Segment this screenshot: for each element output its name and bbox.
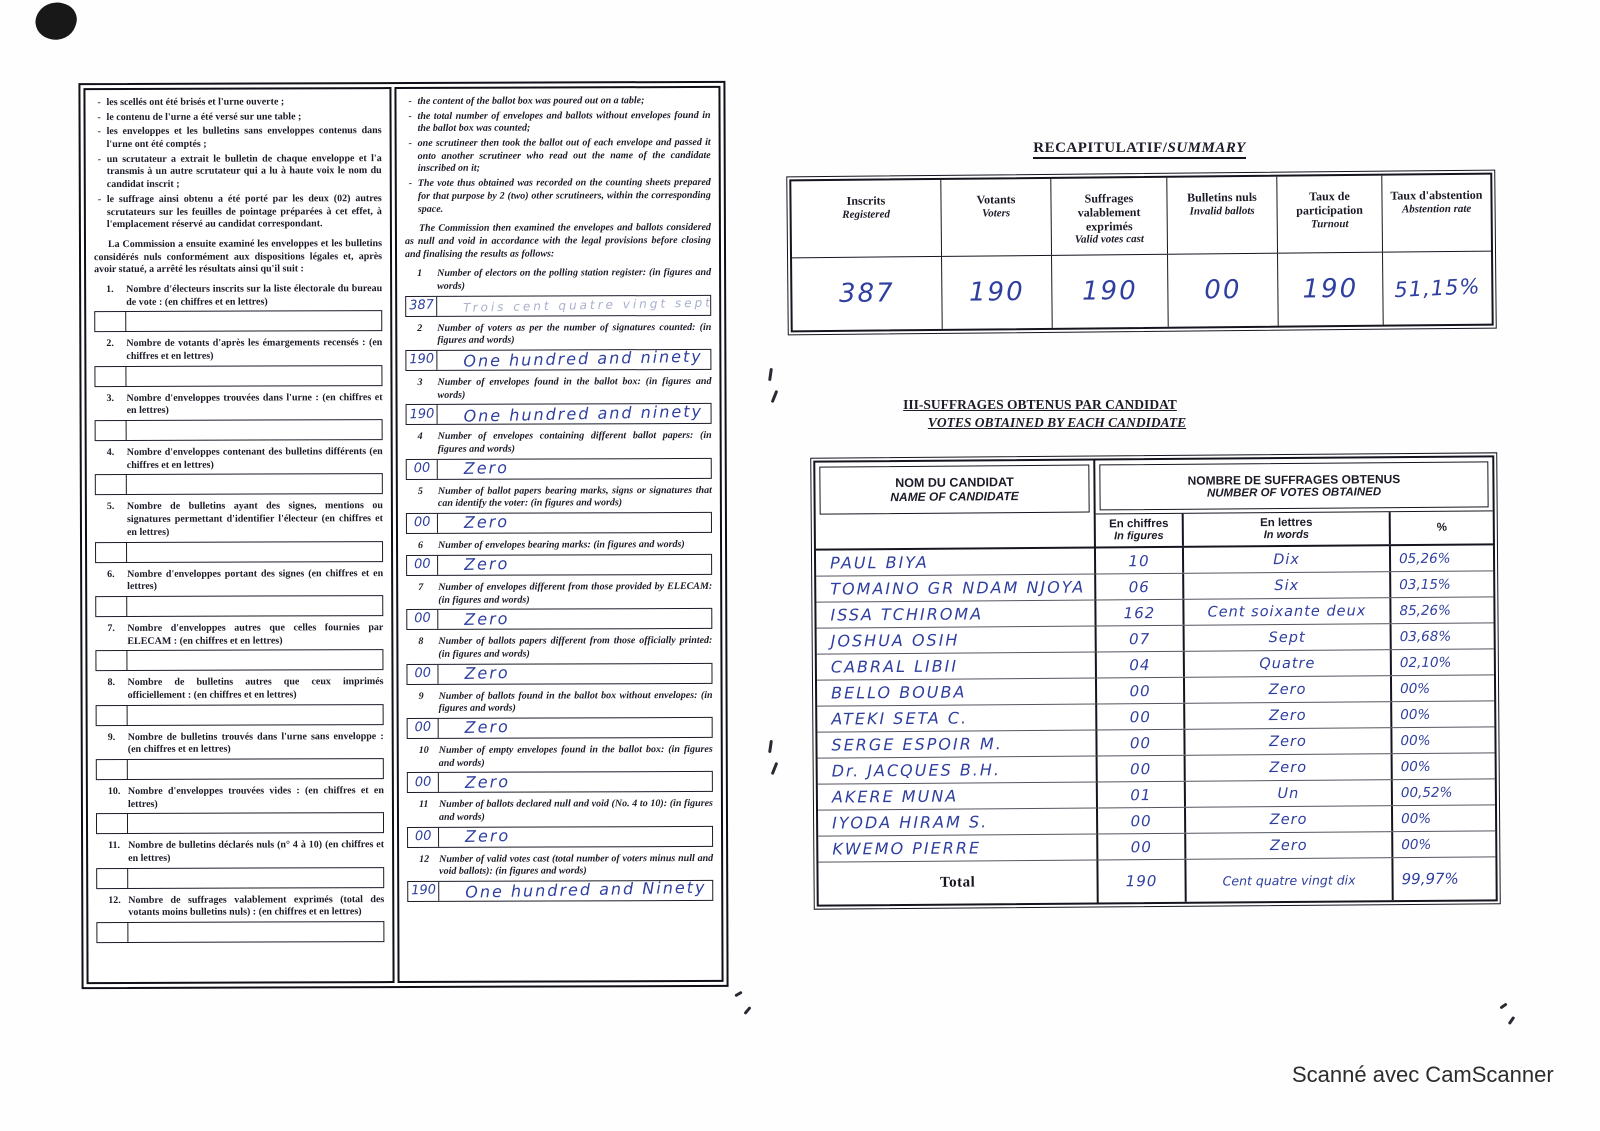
handwritten-summary-value: 190 [942, 256, 1053, 329]
words-cell[interactable] [437, 346, 710, 371]
figures-cell[interactable] [96, 597, 127, 616]
item-number: 8 [418, 636, 424, 648]
answer-box[interactable] [96, 812, 384, 834]
english-bullet-list [404, 95, 710, 216]
figures-cell[interactable] [408, 773, 439, 792]
item-label: Number of ballot papers bearing marks, signs or signatures that can identify the voter: (in figures and words) [437, 484, 712, 510]
header-label-en: Abstention rate [1401, 202, 1472, 216]
handwritten-words: Zero [463, 512, 510, 533]
figures-cell[interactable] [96, 475, 127, 494]
handwritten-words: One hundred and Ninety [465, 878, 707, 903]
item-number: 12. [108, 894, 121, 906]
words-cell[interactable] [127, 475, 382, 495]
words-cell[interactable] [127, 650, 382, 670]
words-cell[interactable] [128, 922, 383, 942]
item-number: 11. [108, 840, 121, 852]
votes-section-title [778, 396, 1302, 432]
stray-pen-mark [734, 991, 742, 998]
answer-box[interactable] [96, 921, 384, 943]
votes-in-figures: 10 [1096, 548, 1184, 574]
answer-box[interactable] [406, 512, 712, 534]
answer-box[interactable] [95, 595, 383, 617]
figures-cell[interactable] [407, 556, 438, 575]
candidate-name: IYODA HIRAM S. [818, 808, 1098, 835]
english-form-item [407, 689, 713, 738]
item-number: 4. [106, 447, 115, 459]
answer-box[interactable] [94, 310, 382, 332]
figures-cell[interactable] [97, 869, 128, 888]
candidate-name: JOSHUA OSIH [817, 626, 1097, 653]
handwritten-figure: 00 [413, 665, 432, 682]
votes-title-en: VOTES OBTAINED BY EACH CANDIDATE [927, 415, 1187, 431]
handwritten-summary-value: 00 [1168, 254, 1279, 327]
handwritten-figure: 00 [413, 556, 431, 573]
candidate-name: TOMAINO GR NDAM NJOYA [816, 574, 1096, 601]
french-form-item [96, 785, 384, 834]
item-label: Number of voters as per the number of signatures counted: (in figures and words) [437, 321, 712, 347]
handwritten-figure: 190 [410, 882, 436, 899]
answer-box[interactable] [95, 541, 383, 563]
words-cell[interactable] [128, 759, 383, 779]
item-label: Nombre de suffrages valablement exprimés (total des votants moins bulletins nuls) : (en chiffres et en lettres) [128, 893, 385, 919]
figures-cell[interactable] [95, 367, 126, 386]
summary-header-cell [791, 180, 942, 257]
item-label: Nombre d'enveloppes contenant des bulletins différents (en chiffres et en lettres) [126, 446, 383, 471]
figures-cell[interactable] [406, 297, 437, 316]
total-percentage: 99,97% [1401, 869, 1459, 889]
handwritten-summary-value: 51,15% [1393, 274, 1481, 303]
votes-percentage: 03,15% [1399, 576, 1451, 593]
english-bullet: - The vote thus obtained was recorded on the counting sheets prepared for that purpose by 2 (two) other scrutineers, within the corresponding space. [409, 177, 711, 216]
french-paragraph: La Commission a ensuite examiné les enveloppes et les bulletins considérés nuls conformément aux dispositions légales et, après avoir statué, a arrêté les résultats ainsi qu'il suit : [94, 237, 383, 276]
votes-in-figures: 06 [1096, 574, 1184, 600]
words-cell[interactable] [437, 296, 713, 316]
votes-group-header-fr: NOMBRE DE SUFFRAGES OBTENUS [1187, 472, 1401, 488]
stray-pen-mark [1499, 1002, 1507, 1009]
header-label-fr: Votants [976, 192, 1016, 207]
votes-percentage: 00% [1400, 680, 1431, 697]
handwritten-summary-value: 387 [792, 257, 943, 330]
item-label: Nombre de bulletins déclarés nuls (n° 4 à 10) (en chiffres et en lettres) [128, 839, 385, 865]
item-number: 2. [106, 338, 114, 350]
summary-table [789, 173, 1493, 333]
handwritten-words: Zero [464, 717, 511, 738]
figures-cell[interactable] [96, 651, 127, 670]
item-number: 6 [418, 540, 424, 552]
french-bullet: - les scellés ont été brisés et l'urne ouverte ; [97, 96, 381, 110]
english-form-item [407, 744, 713, 793]
english-form-item [406, 485, 712, 534]
total-in-figures: 190 [1098, 860, 1186, 903]
item-number: 10 [418, 744, 429, 756]
words-cell[interactable] [438, 401, 711, 426]
item-label: Nombre de votants d'après les émargements recensés : (en chiffres et en lettres) [126, 337, 383, 362]
votes-in-words: Un [1186, 780, 1393, 807]
french-form-item [95, 446, 383, 495]
french-form-item [96, 894, 384, 943]
words-cell[interactable] [439, 827, 712, 847]
answer-box[interactable] [96, 704, 384, 726]
form-column-french [83, 87, 394, 984]
votes-in-figures: 00 [1098, 756, 1186, 782]
figures-cell[interactable] [96, 542, 127, 561]
votes-percentage: 00% [1401, 810, 1432, 827]
candidate-name: CABRAL LIBII [817, 652, 1097, 679]
answer-box[interactable] [406, 608, 712, 630]
candidate-table-header [815, 457, 1493, 550]
item-label: Nombre d'enveloppes trouvées vides : (en chiffres et en lettres) [127, 785, 384, 810]
answer-box[interactable] [96, 758, 384, 780]
answer-box[interactable] [95, 419, 383, 441]
french-form-item [94, 337, 382, 386]
votes-in-figures: 07 [1097, 626, 1185, 652]
words-cell[interactable] [438, 663, 711, 683]
votes-percentage: 00% [1400, 706, 1431, 723]
answer-box[interactable] [96, 867, 384, 889]
header-label-en: Voters [981, 207, 1011, 220]
header-label-en: Registered [842, 208, 891, 221]
votes-in-words: Dix [1184, 546, 1391, 573]
summary-header-cell [1167, 177, 1278, 254]
answer-box[interactable] [95, 474, 383, 496]
votes-in-figures: 00 [1097, 704, 1185, 730]
words-cell[interactable] [127, 420, 382, 440]
candidate-rows [816, 545, 1495, 862]
votes-in-words: Quatre [1185, 650, 1392, 677]
header-label-fr: Inscrits [846, 193, 886, 208]
handwritten-words: Zero [464, 771, 511, 792]
handwritten-figure: 00 [414, 719, 432, 736]
figures-cell[interactable] [96, 421, 127, 440]
votes-in-figures: 00 [1097, 730, 1185, 756]
item-label: Nombre d'enveloppes trouvées dans l'urne : (en chiffres et en lettres) [126, 391, 383, 417]
french-form-item [95, 501, 383, 563]
total-in-words: Cent quatre vingt dix [1186, 858, 1393, 902]
votes-title-fr: III-SUFFRAGES OBTENUS PAR CANDIDAT [903, 397, 1177, 412]
french-form-item [95, 676, 383, 725]
candidate-name: Dr. JACQUES B.H. [818, 756, 1098, 783]
header-label-fr: Bulletins nuls [1187, 189, 1257, 205]
handwritten-words: One hundred and ninety [463, 346, 703, 371]
item-label: Number of envelopes found in the ballot box: (in figures and words) [437, 375, 712, 401]
figures-cell[interactable] [97, 706, 128, 725]
english-bullet: - one scrutineer then took the ballot out of each envelope and passed it onto another scrutineer who read out the name of the candidate inscribed on it; [409, 137, 711, 176]
words-cell[interactable] [439, 878, 712, 903]
french-form-item [96, 731, 384, 780]
summary-header-row [791, 175, 1491, 259]
candidate-name: KWEMO PIERRE [818, 834, 1098, 861]
figures-cell[interactable] [407, 514, 438, 533]
french-bullet: - le contenu de l'urne a été versé sur une table ; [98, 111, 382, 125]
english-form-item [406, 430, 712, 479]
header-label-fr: Suffrages valablement exprimés [1077, 191, 1141, 234]
votes-in-figures: 00 [1097, 678, 1185, 704]
item-label: Nombre de bulletins ayant des signes, mentions ou signatures permettant d'identifier l'électeur (en chiffres et en lettres) [126, 500, 383, 538]
words-cell[interactable] [128, 868, 383, 888]
item-number: 11 [418, 799, 429, 811]
item-label: Number of envelopes containing different ballot papers: (in figures and words) [437, 430, 712, 455]
votes-percentage: 03,68% [1399, 628, 1452, 645]
english-form-item [405, 267, 714, 316]
item-number: 6. [107, 568, 115, 580]
votes-group-header-en: NUMBER OF VOTES OBTAINED [1206, 486, 1382, 500]
item-number: 1 [417, 268, 423, 280]
handwritten-words: Zero [464, 662, 510, 683]
stray-pen-mark [743, 1006, 751, 1015]
french-form-item [95, 622, 383, 671]
item-label: Number of ballots declared null and void (No. 4 to 10): (in figures and words) [438, 798, 713, 823]
french-bullet: - un scrutateur a extrait le bulletin de chaque enveloppe et l'a transmis à un autre scrutateur qui a lu à haute voix le nom du candidat inscrit ; [98, 153, 382, 192]
handwritten-words: Trois cent quatre vingt sept [463, 295, 714, 315]
total-row [818, 857, 1495, 904]
english-bullet: - the content of the ballot box was poured out on a table; [408, 95, 710, 109]
item-label: Nombre d'électeurs inscrits sur la liste électorale du bureau de vote : (en chiffres et en lettres) [126, 283, 383, 308]
header-label-en: Valid votes cast [1074, 233, 1144, 247]
header-in-figures: En chiffres In figures [1096, 514, 1184, 547]
votes-percentage: 00% [1401, 836, 1432, 853]
answer-box[interactable] [95, 649, 383, 671]
handwritten-summary-value: 190 [1278, 253, 1384, 326]
item-number: 5. [106, 501, 115, 513]
figures-cell[interactable] [97, 760, 128, 779]
stray-pen-mark [771, 762, 779, 775]
figures-cell[interactable] [408, 719, 439, 738]
words-cell[interactable] [438, 609, 711, 629]
french-form-item [95, 392, 383, 441]
item-label: Nombre d'enveloppes autres que celles fournies par ELECAM : (en chiffres et en lettres) [127, 621, 384, 647]
item-label: Number of envelopes bearing marks: (in figures and words) [438, 539, 685, 552]
stray-pen-mark [768, 368, 773, 381]
words-cell[interactable] [127, 596, 382, 616]
name-header-fr: NOM DU CANDIDAT [895, 475, 1014, 491]
handwritten-summary-value: 190 [1052, 255, 1169, 328]
header-percent: % [1436, 521, 1447, 534]
figures-cell[interactable] [407, 664, 438, 683]
item-number: 10. [107, 785, 121, 798]
summary-header-cell [1277, 176, 1383, 253]
candidate-name: SERGE ESPOIR M. [817, 730, 1097, 757]
english-form-item [406, 635, 712, 684]
name-header-en: NAME OF CANDIDATE [890, 489, 1019, 505]
handwritten-figure: 00 [413, 460, 431, 477]
english-form-item [407, 853, 713, 902]
figures-cell[interactable] [408, 828, 439, 847]
answer-box[interactable] [405, 295, 714, 317]
figures-cell[interactable] [406, 351, 437, 370]
words-cell[interactable] [128, 813, 383, 833]
answer-box[interactable] [407, 826, 713, 848]
handwritten-figure: 00 [414, 828, 432, 845]
handwritten-words: Zero [464, 608, 510, 629]
figures-cell[interactable] [407, 405, 438, 424]
camscanner-watermark: Scanné avec CamScanner [1292, 1062, 1554, 1087]
figures-cell[interactable] [408, 882, 439, 901]
french-items-list [94, 283, 384, 943]
words-cell[interactable] [126, 311, 381, 331]
handwritten-figure: 387 [408, 297, 434, 314]
votes-in-words: Sept [1185, 624, 1392, 651]
words-cell[interactable] [439, 718, 712, 738]
header-label-en: Invalid ballots [1189, 204, 1255, 218]
item-number: 7. [107, 622, 115, 634]
header-label-fr: Taux de participation [1296, 188, 1363, 218]
votes-percentage: 05,26% [1398, 550, 1451, 567]
english-paragraph: The Commission then examined the envelopes and ballots considered as null and void in accordance with the legal provisions before closing and finalising the results as follows: [404, 222, 711, 260]
answer-box[interactable] [406, 403, 712, 425]
handwritten-figure: 190 [408, 406, 435, 423]
candidate-votes-table [813, 455, 1497, 906]
item-label: Number of envelopes different from those provided by ELECAM: (in figures and words) [438, 580, 713, 606]
answer-box[interactable] [405, 346, 711, 371]
item-number: 1. [106, 283, 114, 295]
candidate-name: BELLO BOUBA [817, 678, 1097, 705]
item-number: 8. [107, 677, 116, 689]
figures-cell[interactable] [97, 923, 128, 942]
answer-box[interactable] [407, 880, 713, 902]
words-cell[interactable] [438, 513, 711, 533]
french-form-item [94, 283, 382, 332]
item-label: Number of ballots papers different from those officially printed: (in figures and words) [438, 635, 713, 660]
item-label: Number of empty envelopes found in the ballot box: (in figures and words) [438, 743, 713, 769]
summary-header-cell [1051, 178, 1168, 255]
votes-in-words: Cent soixante deux [1184, 598, 1391, 625]
handwritten-figure: 00 [414, 774, 432, 790]
answer-box[interactable] [94, 365, 382, 387]
votes-in-words: Six [1184, 572, 1391, 599]
header-in-words: En lettres In words [1184, 512, 1391, 546]
item-label: Nombre de bulletins trouvés dans l'urne sans enveloppe : (en chiffres et en lettres) [127, 730, 384, 756]
figures-cell[interactable] [95, 312, 126, 331]
handwritten-words: Zero [463, 458, 510, 479]
summary-values-row [792, 252, 1492, 331]
votes-percentage: 85,26% [1399, 602, 1452, 619]
french-bullet: - le suffrage ainsi obtenu a été porté par les deux (02) autres scrutateurs sur les feuilles de pointage préparées à cet effet, à l'emplacement réservé au candidat correspondant. [98, 193, 382, 232]
english-form-item [405, 322, 711, 371]
item-number: 4 [417, 431, 423, 443]
votes-in-figures: 01 [1098, 782, 1186, 808]
candidate-name: ATEKI SETA C. [817, 704, 1097, 731]
votes-percentage: 00,52% [1400, 784, 1453, 801]
words-cell[interactable] [128, 705, 383, 725]
words-cell[interactable] [127, 542, 382, 562]
handwritten-figure: 00 [413, 611, 431, 627]
candidate-name: ISSA TCHIROMA [816, 600, 1096, 627]
item-number: 7 [418, 581, 424, 593]
votes-in-figures: 162 [1096, 600, 1184, 626]
item-label: Number of electors on the polling station register: (in figures and words) [437, 267, 712, 292]
answer-box[interactable] [406, 458, 712, 480]
figures-cell[interactable] [407, 610, 438, 629]
handwritten-words: Zero [464, 826, 511, 846]
header-candidate-name [815, 460, 1096, 548]
answer-box[interactable] [407, 771, 713, 793]
votes-in-words: Zero [1186, 754, 1393, 781]
item-number: 9 [418, 690, 424, 702]
answer-box[interactable] [406, 662, 712, 684]
summary-title-en: SUMMARY [1167, 140, 1245, 159]
form-column-english [394, 86, 723, 983]
votes-in-words: Zero [1186, 832, 1393, 859]
header-label-fr: Taux d'abstention [1390, 187, 1483, 203]
votes-in-figures: 00 [1098, 808, 1186, 834]
votes-in-words: Zero [1185, 702, 1392, 729]
french-bullet: - les enveloppes et les bulletins sans enveloppes contenus dans l'urne ont été comptés ; [98, 125, 382, 151]
english-items-list [405, 267, 713, 902]
english-form-item [407, 798, 713, 847]
item-number: 3 [417, 376, 423, 388]
stray-pen-mark [1508, 1016, 1516, 1025]
handwritten-words: Zero [463, 554, 510, 575]
votes-percentage: 02,10% [1399, 654, 1452, 671]
item-label: Number of ballots found in the ballot box without envelopes: (in figures and words) [438, 689, 713, 715]
stray-pen-mark [768, 740, 773, 753]
handwritten-figure: 190 [408, 351, 435, 368]
votes-in-words: Zero [1185, 676, 1392, 703]
votes-in-figures: 04 [1097, 652, 1185, 678]
votes-percentage: 00% [1400, 732, 1431, 749]
english-form-item [405, 376, 711, 425]
item-label: Nombre de bulletins autres que ceux imprimés officiellement : (en chiffres et en lettres) [127, 676, 384, 701]
summary-title [790, 140, 1489, 157]
words-cell[interactable] [438, 459, 711, 479]
english-form-item [406, 581, 712, 630]
answer-box[interactable] [407, 717, 713, 739]
figures-cell[interactable] [97, 814, 128, 833]
french-form-item [96, 839, 384, 888]
votes-in-words: Zero [1186, 806, 1393, 833]
item-number: 3. [106, 392, 115, 404]
item-number: 12 [419, 853, 430, 865]
handwritten-words: One hundred and ninety [463, 401, 704, 426]
words-cell[interactable] [439, 772, 712, 792]
item-number: 9. [107, 731, 116, 743]
summary-header-cell [1382, 175, 1491, 252]
answer-box[interactable] [406, 554, 712, 576]
french-form-item [95, 568, 383, 617]
english-bullet: - the total number of envelopes and ballots without envelopes found in the ballot box was counted; [409, 110, 711, 136]
summary-header-cell [941, 179, 1052, 256]
candidate-name: AKERE MUNA [818, 782, 1098, 809]
item-number: 5 [417, 485, 423, 497]
scan-smudge-artifact [31, 0, 81, 45]
votes-in-words: Zero [1185, 728, 1392, 755]
candidate-name: PAUL BIYA [816, 548, 1096, 575]
item-label: Nombre d'enveloppes portant des signes (en chiffres et en lettres) [127, 567, 384, 593]
header-votes-group [1095, 457, 1493, 546]
words-cell[interactable] [438, 555, 711, 575]
english-form-item [406, 539, 712, 576]
words-cell[interactable] [126, 366, 381, 386]
votes-percentage: 00% [1400, 758, 1431, 775]
summary-title-fr: RECAPITULATIF/ [1033, 140, 1167, 159]
item-label: Number of valid votes cast (total number of voters minus null and void ballots): (in figures and words) [439, 852, 714, 878]
total-label: Total [818, 860, 1098, 904]
french-bullet-list [93, 96, 381, 232]
handwritten-figure: 00 [413, 514, 431, 531]
header-label-en: Turnout [1310, 217, 1349, 230]
item-number: 2 [417, 322, 423, 334]
polling-report-form [78, 81, 728, 989]
votes-in-figures: 00 [1098, 834, 1186, 860]
figures-cell[interactable] [407, 460, 438, 479]
